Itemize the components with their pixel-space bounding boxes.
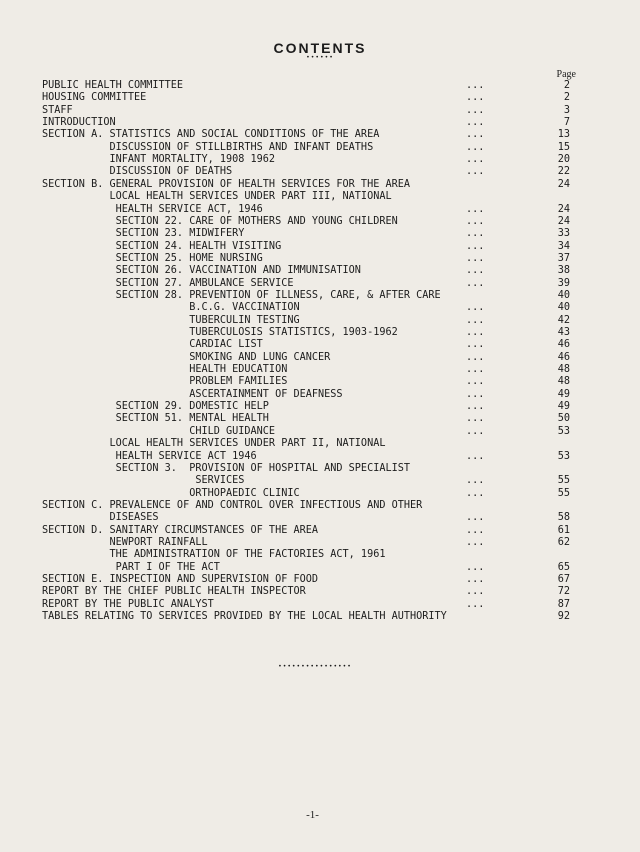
toc-entry-label: SECTION A. STATISTICS AND SOCIAL CONDITIONS OF THE AREA bbox=[42, 129, 380, 141]
toc-entry bbox=[0, 438, 640, 450]
toc-entry-label: SECTION C. PREVALENCE OF AND CONTROL OVER INFECTIOUS AND OTHER bbox=[42, 499, 423, 511]
toc-entry bbox=[0, 376, 640, 388]
toc-entry-label: TABLES RELATING TO SERVICES PROVIDED BY THE LOCAL HEALTH AUTHORITY bbox=[42, 611, 447, 623]
toc-entry-leader: ... bbox=[466, 401, 485, 413]
toc-entry-label: SECTION E. INSPECTION AND SUPERVISION OF FOOD bbox=[42, 574, 319, 585]
toc-entry bbox=[0, 228, 640, 240]
toc-entry bbox=[0, 105, 640, 117]
toc-entry bbox=[0, 339, 640, 351]
toc-entry-page: 42 bbox=[557, 314, 570, 326]
toc-entry-page: 22 bbox=[557, 166, 570, 178]
toc-entry bbox=[0, 389, 640, 401]
toc-entry-label: INTRODUCTION bbox=[42, 117, 116, 129]
toc-entry bbox=[0, 241, 640, 253]
toc-entry bbox=[0, 562, 640, 574]
toc-entry-leader: ... bbox=[466, 129, 485, 141]
toc-entry-page: 48 bbox=[557, 364, 570, 376]
toc-entry-label: PROBLEM FAMILIES bbox=[42, 376, 288, 388]
toc-entry-leader: ... bbox=[466, 574, 485, 585]
toc-entry-label: TUBERCULIN TESTING bbox=[42, 314, 300, 326]
toc-entry-label: SECTION 24. HEALTH VISITING bbox=[42, 240, 282, 252]
toc-entry bbox=[0, 191, 640, 203]
toc-entry-page: 46 bbox=[557, 351, 570, 363]
toc-entry-page: 37 bbox=[557, 252, 570, 264]
toc-entry bbox=[0, 463, 640, 475]
toc-entry bbox=[0, 117, 640, 129]
toc-entry-label: DISCUSSION OF DEATHS bbox=[42, 166, 233, 178]
toc-entry-leader: ... bbox=[466, 252, 485, 264]
toc-entry-page: 92 bbox=[557, 611, 570, 623]
toc-entry-page: 53 bbox=[557, 450, 570, 462]
toc-entry-label: TUBERCULOSIS STATISTICS, 1903-1962 bbox=[42, 327, 398, 338]
toc-entry-label: HEALTH EDUCATION bbox=[42, 364, 288, 376]
toc-entry-page: 62 bbox=[557, 536, 570, 548]
toc-entry-leader: ... bbox=[466, 536, 485, 548]
toc-entry-leader: ... bbox=[466, 388, 485, 400]
toc-entry-leader: ... bbox=[466, 215, 485, 227]
toc-entry-label: STAFF bbox=[42, 104, 73, 116]
toc-entry-label: NEWPORT RAINFALL bbox=[42, 536, 208, 548]
toc-entry-label: SERVICES bbox=[42, 475, 245, 487]
toc-entry-leader: ... bbox=[466, 475, 485, 487]
toc-entry-leader: ... bbox=[466, 203, 485, 215]
toc-entry-leader: ... bbox=[466, 376, 485, 388]
toc-entry-leader: ... bbox=[466, 364, 485, 376]
toc-entry-leader: ... bbox=[466, 327, 485, 338]
toc-entry-leader: ... bbox=[466, 339, 485, 351]
toc-entry-leader: ... bbox=[466, 450, 485, 462]
toc-entry bbox=[0, 253, 640, 265]
toc-entry bbox=[0, 549, 640, 561]
toc-entry-label: SECTION 23. MIDWIFERY bbox=[42, 228, 245, 240]
toc-entry-label: SECTION 26. VACCINATION AND IMMUNISATION bbox=[42, 265, 361, 277]
toc-entry-label: LOCAL HEALTH SERVICES UNDER PART II, NATIONAL bbox=[42, 438, 386, 450]
toc-entry-leader: ... bbox=[466, 598, 485, 610]
toc-entry-label: HEALTH SERVICE ACT 1946 bbox=[42, 450, 257, 462]
toc-entry-leader: ... bbox=[466, 154, 485, 166]
toc-entry-leader: ... bbox=[466, 80, 485, 91]
toc-entry bbox=[0, 204, 640, 216]
footer-ornament: •••••••••••••••• bbox=[278, 663, 352, 670]
toc-entry bbox=[0, 166, 640, 178]
toc-entry-page: 20 bbox=[557, 154, 570, 166]
toc-entry-label: INFANT MORTALITY, 1908 1962 bbox=[42, 154, 276, 166]
toc-entry-page: 39 bbox=[557, 277, 570, 289]
toc-entry-page: 61 bbox=[557, 524, 570, 536]
toc-entry bbox=[0, 265, 640, 277]
toc-entry-page: 3 bbox=[563, 104, 570, 116]
toc-entry-page: 72 bbox=[557, 586, 570, 598]
toc-entry-leader: ... bbox=[466, 92, 485, 104]
toc-entry bbox=[0, 488, 640, 500]
toc-entry bbox=[0, 586, 640, 598]
toc-entry-leader: ... bbox=[466, 487, 485, 499]
toc-entry-leader: ... bbox=[466, 265, 485, 277]
title-ornament: •••••• bbox=[306, 54, 334, 61]
toc-entry-label: CARDIAC LIST bbox=[42, 339, 263, 351]
toc-entry-leader: ... bbox=[466, 561, 485, 573]
toc-entry-label: REPORT BY THE CHIEF PUBLIC HEALTH INSPECTOR bbox=[42, 586, 306, 598]
toc-entry-label: THE ADMINISTRATION OF THE FACTORIES ACT, 1961 bbox=[42, 549, 386, 561]
toc-entry bbox=[0, 537, 640, 549]
toc-entry-label: SECTION B. GENERAL PROVISION OF HEALTH SERVICES FOR THE AREA bbox=[42, 178, 411, 190]
toc-entry-label: DISCUSSION OF STILLBIRTHS AND INFANT DEATHS bbox=[42, 141, 374, 153]
toc-entry-label: DISEASES bbox=[42, 512, 159, 524]
toc-entry-page: 46 bbox=[557, 339, 570, 351]
toc-entry-page: 49 bbox=[557, 401, 570, 413]
contents-title: CONTENTS bbox=[273, 40, 367, 56]
toc-entry-leader: ... bbox=[466, 240, 485, 252]
toc-entry-leader: ... bbox=[466, 524, 485, 536]
toc-entry-page: 15 bbox=[557, 141, 570, 153]
toc-entry bbox=[0, 142, 640, 154]
toc-entry-page: 55 bbox=[557, 475, 570, 487]
toc-entry-page: 7 bbox=[563, 117, 570, 129]
toc-entry-page: 24 bbox=[557, 203, 570, 215]
toc-entry-label: REPORT BY THE PUBLIC ANALYST bbox=[42, 598, 214, 610]
toc-entry-label: SECTION 3. PROVISION OF HOSPITAL AND SPECIALIST bbox=[42, 462, 411, 474]
toc-entry-page: 33 bbox=[557, 228, 570, 240]
toc-entry-page: 38 bbox=[557, 265, 570, 277]
toc-entry bbox=[0, 599, 640, 611]
toc-entry-leader: ... bbox=[466, 586, 485, 598]
toc-entry-leader: ... bbox=[466, 425, 485, 437]
toc-entry bbox=[0, 500, 640, 512]
toc-entry-leader: ... bbox=[466, 117, 485, 129]
toc-entry-label: SECTION 27. AMBULANCE SERVICE bbox=[42, 277, 294, 289]
toc-entry-page: 43 bbox=[557, 327, 570, 338]
toc-entry-label: SECTION 51. MENTAL HEALTH bbox=[42, 413, 269, 425]
toc-entry bbox=[0, 364, 640, 376]
toc-entry bbox=[0, 413, 640, 425]
toc-entry-label: B.C.G. VACCINATION bbox=[42, 302, 300, 314]
toc-entry-label: SECTION D. SANITARY CIRCUMSTANCES OF THE AREA bbox=[42, 524, 319, 536]
toc-entry-leader: ... bbox=[466, 351, 485, 363]
toc-entry-page: 49 bbox=[557, 388, 570, 400]
toc-entry-page: 53 bbox=[557, 425, 570, 437]
toc-entry-page: 24 bbox=[557, 215, 570, 227]
toc-entry-label: LOCAL HEALTH SERVICES UNDER PART III, NATIONAL bbox=[42, 191, 392, 203]
toc-entry-page: 2 bbox=[563, 80, 570, 91]
toc-entry-label: HEALTH SERVICE ACT, 1946 bbox=[42, 203, 263, 215]
toc-entry-leader: ... bbox=[466, 141, 485, 153]
toc-entry bbox=[0, 451, 640, 463]
toc-entry-page: 55 bbox=[557, 487, 570, 499]
toc-entry bbox=[0, 154, 640, 166]
toc-entry bbox=[0, 179, 640, 191]
toc-entry bbox=[0, 512, 640, 524]
toc-entry bbox=[0, 216, 640, 228]
toc-entry-leader: ... bbox=[466, 166, 485, 178]
toc-entry-page: 40 bbox=[557, 302, 570, 314]
toc-entry-label: PUBLIC HEALTH COMMITTEE bbox=[42, 80, 184, 91]
toc-entry-leader: ... bbox=[466, 302, 485, 314]
toc-entry-page: 24 bbox=[557, 178, 570, 190]
toc-entry bbox=[0, 327, 640, 339]
page-column-header: Page bbox=[556, 69, 576, 80]
page-number: -1- bbox=[306, 809, 319, 821]
toc-entry-leader: ... bbox=[466, 413, 485, 425]
toc-entry-leader: ... bbox=[466, 512, 485, 524]
toc-entry bbox=[0, 401, 640, 413]
toc-entry-leader: ... bbox=[466, 314, 485, 326]
toc-entry-label: PART I OF THE ACT bbox=[42, 561, 220, 573]
toc-entry bbox=[0, 278, 640, 290]
toc-entry-label: ASCERTAINMENT OF DEAFNESS bbox=[42, 388, 343, 400]
toc-entry-leader: ... bbox=[466, 228, 485, 240]
toc-entry bbox=[0, 315, 640, 327]
toc-entry-page: 34 bbox=[557, 240, 570, 252]
toc-entry bbox=[0, 611, 640, 623]
toc-entry-label: SECTION 28. PREVENTION OF ILLNESS, CARE, & AFTER CARE bbox=[42, 289, 441, 301]
toc-entry-page: 87 bbox=[557, 598, 570, 610]
toc-entry bbox=[0, 80, 640, 92]
toc-entry-leader: ... bbox=[466, 277, 485, 289]
toc-entry bbox=[0, 525, 640, 537]
toc-entry bbox=[0, 92, 640, 104]
toc-entry-page: 40 bbox=[557, 289, 570, 301]
toc-entry bbox=[0, 352, 640, 364]
toc-entry bbox=[0, 302, 640, 314]
toc-entry-label: SECTION 22. CARE OF MOTHERS AND YOUNG CHILDREN bbox=[42, 215, 398, 227]
toc-entry-label: SECTION 29. DOMESTIC HELP bbox=[42, 401, 269, 413]
toc-entry bbox=[0, 290, 640, 302]
toc-entry-page: 58 bbox=[557, 512, 570, 524]
toc-entry-page: 65 bbox=[557, 561, 570, 573]
toc-entry-page: 13 bbox=[557, 129, 570, 141]
toc-entry bbox=[0, 475, 640, 487]
toc-entry bbox=[0, 129, 640, 141]
toc-entry-page: 48 bbox=[557, 376, 570, 388]
toc-entry-label: ORTHOPAEDIC CLINIC bbox=[42, 487, 300, 499]
toc-entry bbox=[0, 574, 640, 586]
toc-entry-page: 50 bbox=[557, 413, 570, 425]
toc-entry-page: 67 bbox=[557, 574, 570, 585]
toc-entry-page: 2 bbox=[563, 92, 570, 104]
toc-entry-label: HOUSING COMMITTEE bbox=[42, 92, 147, 104]
toc-entry-leader: ... bbox=[466, 104, 485, 116]
toc-entry bbox=[0, 426, 640, 438]
toc-entry-label: SMOKING AND LUNG CANCER bbox=[42, 351, 331, 363]
toc-entry-label: CHILD GUIDANCE bbox=[42, 425, 276, 437]
toc-entry-label: SECTION 25. HOME NURSING bbox=[42, 252, 263, 264]
